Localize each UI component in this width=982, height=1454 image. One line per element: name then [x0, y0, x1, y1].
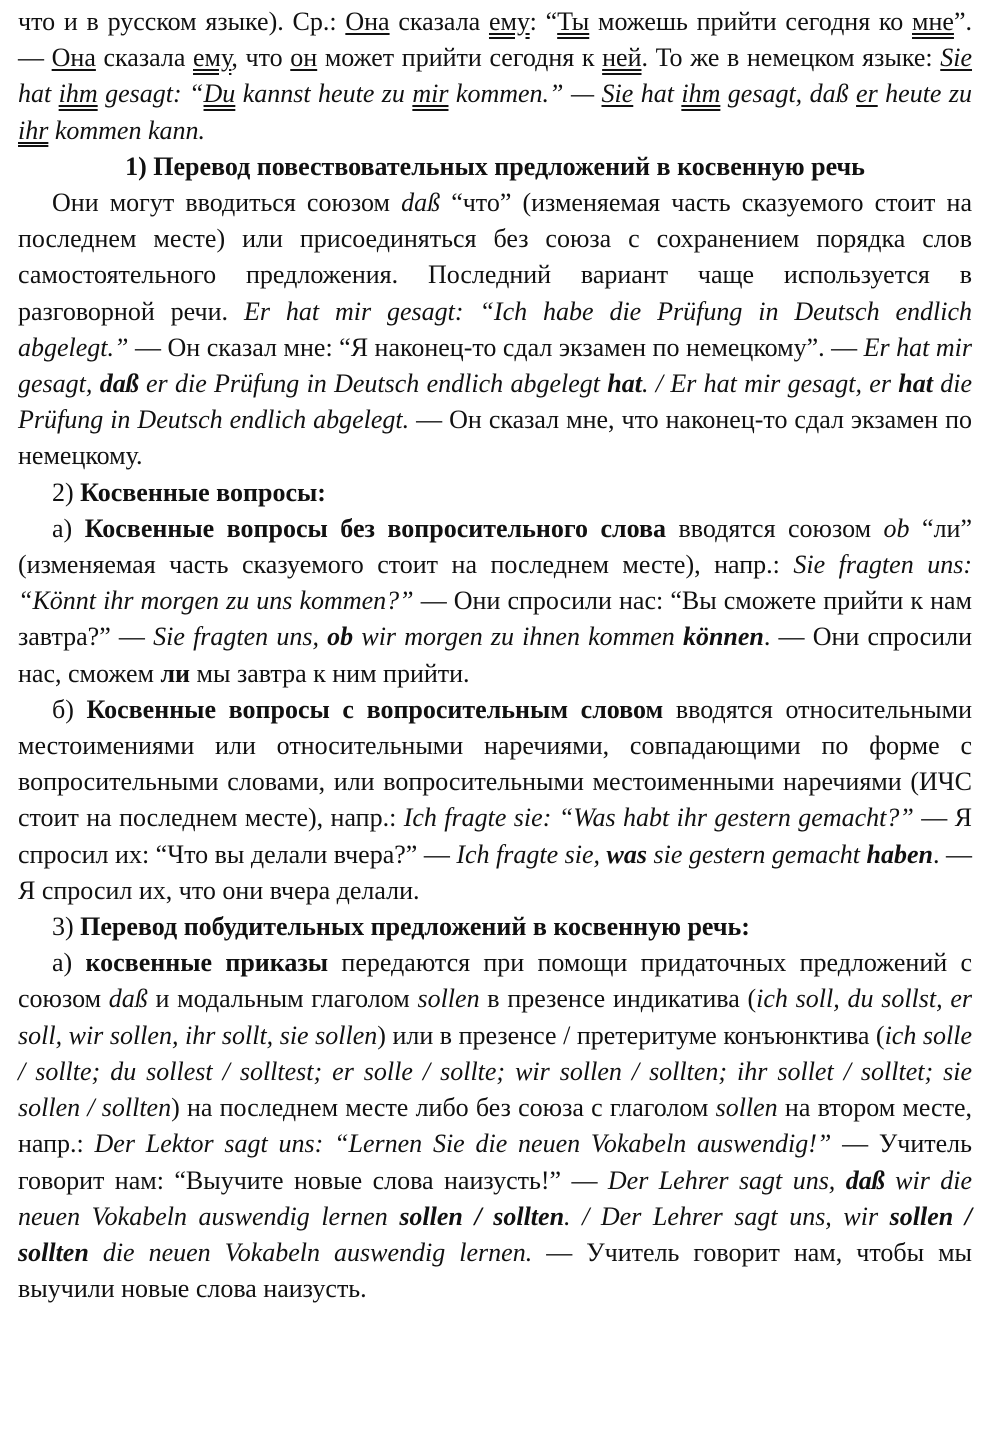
double-underlined-word: мне — [912, 7, 954, 36]
double-underlined-word: mir — [412, 79, 449, 109]
underlined-word: Sie — [601, 79, 634, 109]
underlined-word: Она — [51, 43, 96, 73]
double-underlined-word: ihm — [58, 79, 98, 109]
underlined-word: он — [290, 43, 318, 73]
double-underlined-word: ihr — [18, 115, 49, 145]
double-underlined-word: Du — [203, 79, 236, 109]
section-3a-body: а) косвенные приказы передаются при помощи придаточных предложений с союзом daß и модальным глаголом sollen в презенсе индикатива (ich soll, du sollst, er soll, wir sollen, ihr sollt, sie sollen) или в презенсе / претеритуме конъюнктива (ich solle / sollte; du sollest / solltest; er solle / sollte; wir sollen / sollten; ihr sollet / solltet; sie sollen / sollten) на последнем месте либо без союза с глаголом sollen на втором месте, напр.: Der Lektor sagt uns: “Lernen Sie die neuen Vokabeln auswendig!” — Учитель говорит нам: “Выучите новые слова наизусть!” — Der Lehrer sagt uns, daß wir die neuen Vokabeln auswendig lernen sollen / sollten. / Der Lehrer sagt uns, wir sollen / sollten die neuen Vokabeln auswendig lernen. — Учитель говорит нам, чтобы мы выучили новые слова наизусть. — [18, 948, 973, 1304]
underlined-word: er — [856, 79, 878, 109]
double-underlined-word: ihm — [681, 79, 721, 109]
double-underlined-word: Ты — [557, 7, 590, 36]
double-underlined-word: ему — [488, 7, 530, 36]
section-2-heading: 2) Косвенные вопросы: — [52, 477, 326, 507]
underlined-word: Sie — [940, 43, 973, 73]
section-1-heading: 1) Перевод повествовательных предложений в косвенную речь — [125, 151, 865, 181]
paragraph-intro: что и в русском языке). Ср.: Она сказала ему: “Ты можешь прийти сегодня ко мне”. — Она сказала ему, что он может прийти сегодня к ней. То же в немецком языке: Sie hat ihm gesagt: “Du kannst heute zu mir kommen.” — Sie hat ihm gesagt, daß er heute zu ihr kommen kann. — [18, 7, 973, 145]
double-underlined-word: ней — [602, 43, 642, 73]
section-2a-body: а) Косвенные вопросы без вопросительного слова вводятся союзом ob “ли” (изменяемая часть сказуемого стоит на последнем месте), напр.: Sie fragten uns: “Könnt ihr morgen zu uns kommen?” — Они спросили нас: “Вы сможете прийти к нам завтра?” — Sie fragten uns, ob wir morgen zu ihnen kommen können. — Они спросили нас, сможем ли мы завтра к ним прийти. — [18, 513, 973, 688]
section-2b-body: б) Косвенные вопросы с вопросительным словом вводятся относительными местоимениями или относительными наречиями, совпадающими по форме с вопросительными словами, или вопросительными местоименными наречиями (ИЧС стоит на последнем месте), напр.: Ich fragte sie: “Was habt ihr gestern gemacht?” — Я спросил их: “Что вы делали вчера?” — Ich fragte sie, was sie gestern gemacht haben. — Я спросил их, что они вчера делали. — [18, 694, 973, 905]
underlined-word: Она — [345, 7, 390, 36]
section-3-heading: 3) Перевод побудительных предложений в косвенную речь: — [52, 912, 750, 942]
section-1-body: Они могут вводиться союзом daß “что” (изменяемая часть сказуемого стоит на последнем месте) или присоединяться без союза с сохранением порядка слов самостоятельного предложения. Последний вариант чаще используется в разговорной речи. Er hat mir gesagt: “Ich habe die Prüfung in Deutsch endlich abgelegt.” — Он сказал мне: “Я наконец-то сдал экзамен по немецкому”. — Er hat mir gesagt, daß er die Prüfung in Deutsch endlich abgelegt hat. / Er hat mir gesagt, er hat die Prüfung in Deutsch endlich abgelegt. — Он сказал мне, что наконец-то сдал экзамен по немецкому. — [18, 188, 973, 471]
double-underlined-word: ему — [193, 43, 232, 73]
